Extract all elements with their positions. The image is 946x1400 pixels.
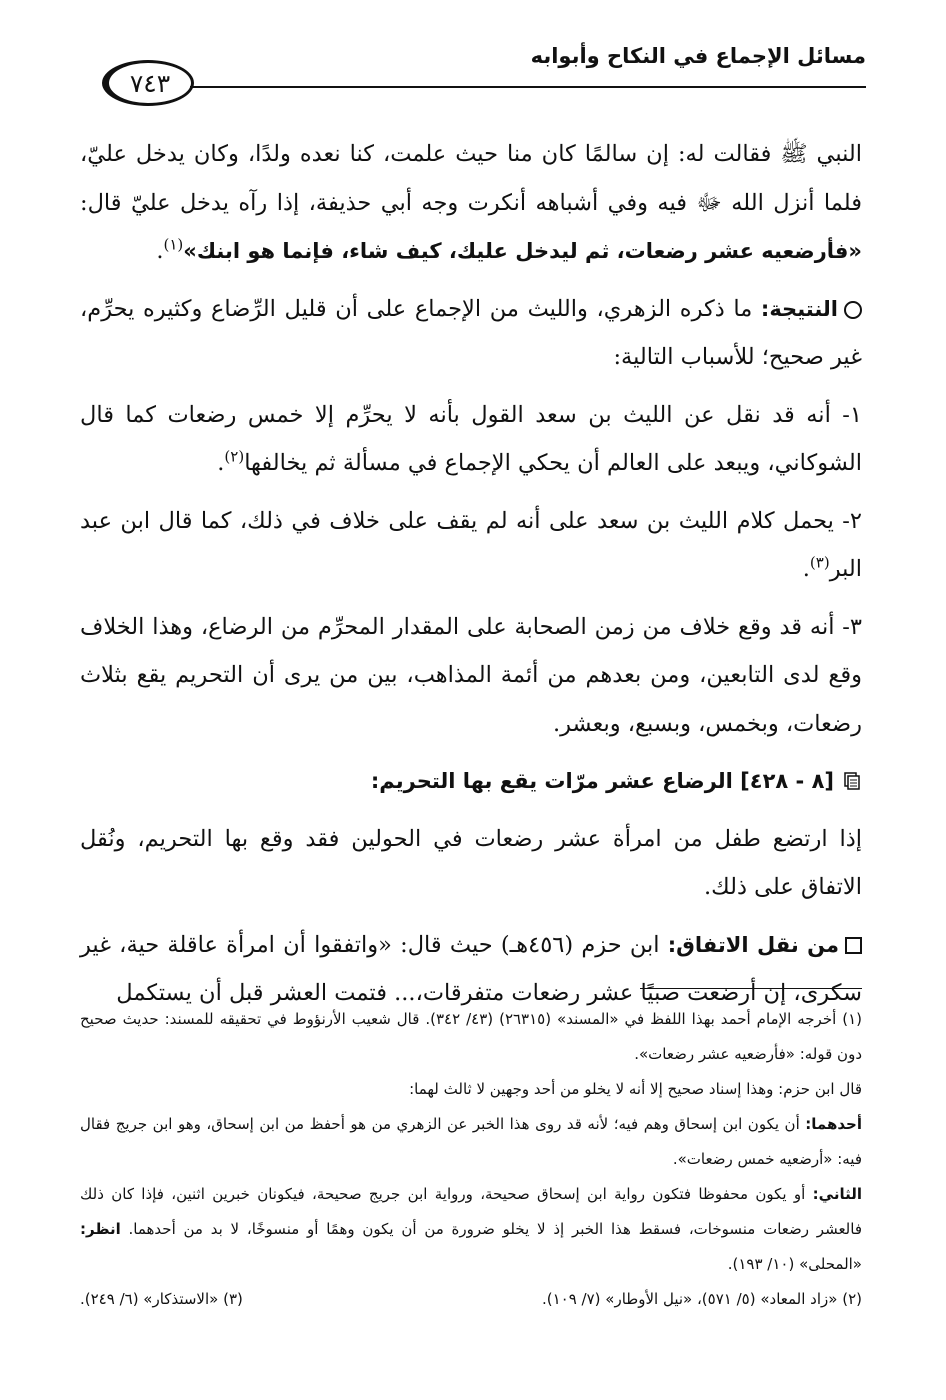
footnotes: [80, 1002, 862, 1317]
paragraph-hadith: النبي ﷺ فقالت له: إن سالمًا كان منا حيث علمت، كنا نعده ولدًا، وكان يدخل عليّ، فلما أنزل الله ﷻ فيه وفي أشباهه أنكرت وجه أبي حذيفة، إذا رآه يدخل عليّ قال: «فأرضعيه عشر رضعات، ثم ليدخل عليك، كيف شاء، فإنما هو ابنك»$^{(١)}$.: [80, 141, 862, 264]
section-heading-text: [٨ - ٤٢٨] الرضاع عشر مرّات يقع بها التحريم:: [370, 769, 834, 793]
footnote-separator: [640, 988, 862, 989]
footnote-ref-1: (١): [163, 235, 184, 254]
footnote-first-text: أن يكون ابن إسحاق وهم فيه؛ لأنه قد روى هذا الخبر عن الزهري من هو أحفظ من ابن إسحاق، وهو ابن جريج فقال فيه: «أرضعيه خمس رضعات».: [80, 1115, 862, 1168]
footnote-ref-3: (٣): [809, 553, 830, 572]
footnote-1-line-3: [80, 1107, 862, 1177]
ruling-text: إذا ارتضع طفل من امرأة عشر رضعات في الحولين فقد وقع بها التحريم، ونُقل الاتفاق على ذلك.: [80, 825, 862, 900]
footnote-2-3-line: [80, 1282, 862, 1317]
reason-3-text: ٣- أنه قد وقع خلاف من زمن الصحابة على المقدار المحرِّم من الرضاع، وهذا الخلاف وقع لدى التابعين، ومن بعدهم من أئمة المذاهب، بين من يرى أن التحريم يقع بثلاث رضعات، وبخمس، وبسبع، وبعشر.: [80, 613, 862, 737]
footnote-second-label: الثاني:: [812, 1185, 862, 1203]
paragraph-result: [80, 285, 862, 382]
footnote-3: (٣) «الاستذكار» (٦/ ٢٤٩).: [80, 1290, 243, 1308]
main-text: [80, 130, 862, 1027]
section-heading: [80, 757, 862, 806]
square-bullet-icon: [845, 937, 862, 954]
footnote-ref-2: (٢): [224, 447, 245, 466]
result-label: النتيجة:: [760, 296, 838, 321]
circle-bullet-icon: [844, 301, 862, 319]
page-number: ٧٤٣: [102, 60, 194, 106]
paragraph-ruling: [80, 815, 862, 912]
footnote-see-label: انظر:: [80, 1220, 121, 1238]
footnote-see-ref: «المحلى» (١٠/ ١٩٣).: [727, 1255, 862, 1273]
transmitter-text: ابن حزم (٤٥٦هـ) حيث قال: «واتفقوا أن امرأة عاقلة حية، غير سكرى، إن أرضعت صبيًا عشر رضعات متفرقات،... فتمت العشر قبل أن يستكمل: [80, 931, 862, 1006]
footnote-1-line-1: (١) أخرجه الإمام أحمد بهذا اللفظ في «المسند» (٢٦٣١٥) (٤٣/ ٣٤٢). قال شعيب الأرنؤوط في تحقيقه للمسند: حديث صحيح دون قوله: «فأرضعيه عشر رضعات».: [80, 1010, 862, 1063]
reason-1-text: ١- أنه قد نقل عن الليث بن سعد القول بأنه لا يحرِّم إلا خمس رضعات كما قال الشوكاني، ويبعد على العالم أن يحكي الإجماع في مسألة ثم يخالفها: [80, 401, 862, 476]
result-text: ما ذكره الزهري، والليث من الإجماع على أن قليل الرِّضاع وكثيره يحرِّم، غير صحيح؛ للأسباب التالية:: [80, 295, 862, 370]
footnote-second-text: أو يكون محفوظا فتكون رواية ابن إسحاق صحيحة، ورواية ابن جريج صحيحة، فيكونان خبرين اثنين، فإذا كان ذلك فالعشر رضعات منسوخات، فسقط هذا الخبر إذ لا يخلو ضرورة من أن يكون وهمًا أو منسوخًا، لا بد من أحدهما.: [80, 1185, 862, 1238]
footnote-2: (٢) «زاد المعاد» (٥/ ٥٧١)، «نيل الأوطار» (٧/ ١٠٩).: [541, 1290, 862, 1308]
book-stack-icon: [844, 772, 862, 792]
header-rule: [190, 86, 866, 88]
footnote-first-label: أحدهما:: [805, 1115, 862, 1133]
footnote-1-line-4: [80, 1177, 862, 1282]
paragraph-reason-3: [80, 603, 862, 749]
running-title: مسائل الإجماع في النكاح وأبوابه: [530, 44, 866, 68]
hadith-quote: «فأرضعيه عشر رضعات، ثم ليدخل عليك، كيف شاء، فإنما هو ابنك»: [183, 239, 862, 263]
paragraph-reason-1: ١- أنه قد نقل عن الليث بن سعد القول بأنه لا يحرِّم إلا خمس رضعات كما قال الشوكاني، ويبعد على العالم أن يحكي الإجماع في مسألة ثم يخالفها$^{(٢)}$.: [80, 401, 862, 476]
transmitter-label: من نقل الاتفاق:: [667, 932, 839, 957]
reason-2-text: ٢- يحمل كلام الليث بن سعد على أنه لم يقف على خلاف في ذلك، كما قال ابن عبد البر: [80, 507, 862, 582]
hadith-text: النبي ﷺ فقالت له: إن سالمًا كان منا حيث علمت، كنا نعده ولدًا، وكان يدخل عليّ، فلما أنزل الله ﷻ فيه وفي أشباهه أنكرت وجه أبي حذيفة، إذا رآه يدخل عليّ قال:: [80, 141, 862, 216]
paragraph-reason-2: ٢- يحمل كلام الليث بن سعد على أنه لم يقف على خلاف في ذلك، كما قال ابن عبد البر$^{(٣)}$.: [80, 507, 862, 582]
footnote-1-line-2: قال ابن حزم: وهذا إسناد صحيح إلا أنه لا يخلو من أحد وجهين لا ثالث لهما:: [409, 1080, 862, 1098]
